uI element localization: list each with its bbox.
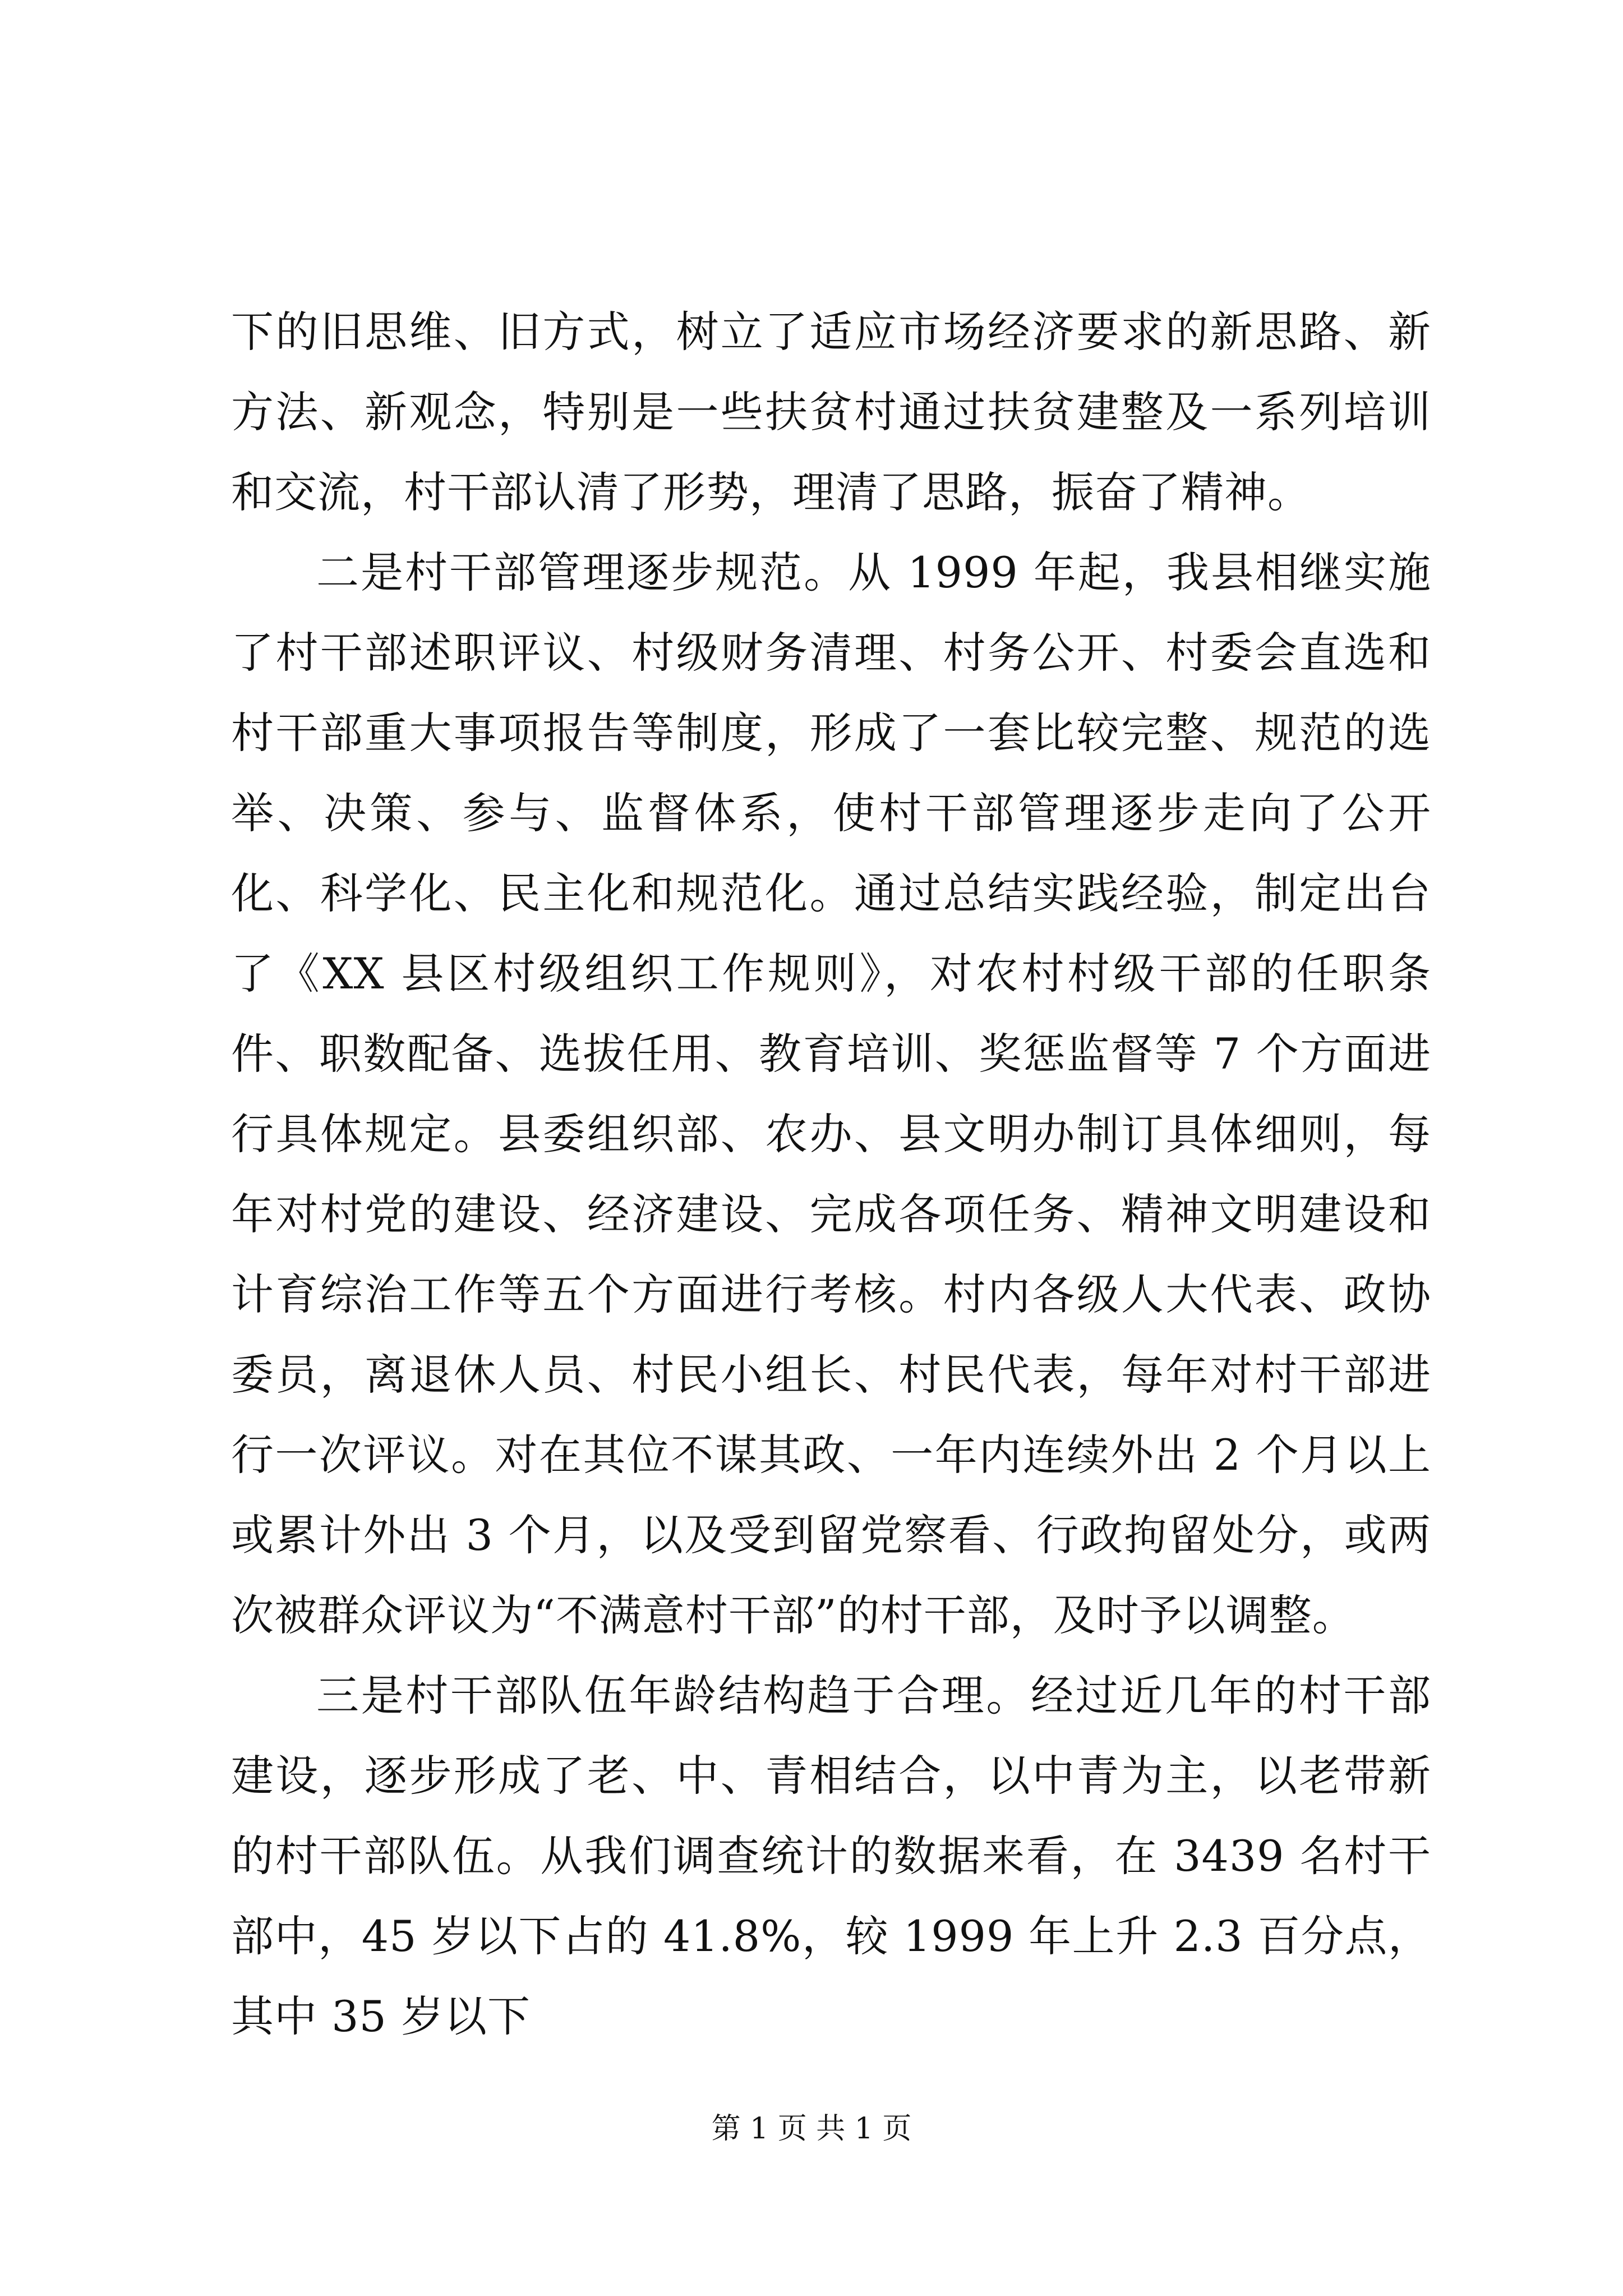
paragraph-3: 三是村干部队伍年龄结构趋于合理。经过近几年的村干部建设，逐步形成了老、中、青相结合，以中青为主，以老带新的村干部队伍。从我们调查统计的数据来看，在 3439 名村干部中，45 岁以下占的 41.8%，较 1999 年上升 2.3 百分点，其中 35 岁以下 — [231, 1671, 1431, 2041]
paragraph-2: 二是村干部管理逐步规范。从 1999 年起，我县相继实施了村干部述职评议、村级财务清理、村务公开、村委会直选和村干部重大事项报告等制度，形成了一套比较完整、规范的选举、决策、参与、监督体系，使村干部管理逐步走向了公开化、科学化、民主化和规范化。通过总结实践经验，制定出台了《XX 县区村级组织工作规则》，对农村村级干部的任职条件、职数配备、选拔任用、教育培训、奖惩监督等 7 个方面进行具体规定。县委组织部、农办、县文明办制订具体细则，每年对村党的建设、经济建设、完成各项任务、精神文明建设和计育综治工作等五个方面进行考核。村内各级人大代表、政协委员，离退休人员、村民小组长、村民代表，每年对村干部进行一次评议。对在其位不谋其政、一年内连续外出 2 个月以上或累计外出 3 个月，以及受到留党察看、行政拘留处分，或两次被群众评议为“不满意村干部”的村干部，及时予以调整。 — [231, 547, 1431, 1640]
page-footer — [0, 2109, 1623, 2148]
document-body — [231, 292, 1431, 2056]
page-number-label: 第 1 页 共 1 页 — [711, 2112, 912, 2146]
paragraph-1: 下的旧思维、旧方式，树立了适应市场经济要求的新思路、新方法、新观念，特别是一些扶贫村通过扶贫建整及一系列培训和交流，村干部认清了形势，理清了思路，振奋了精神。 — [231, 307, 1431, 517]
